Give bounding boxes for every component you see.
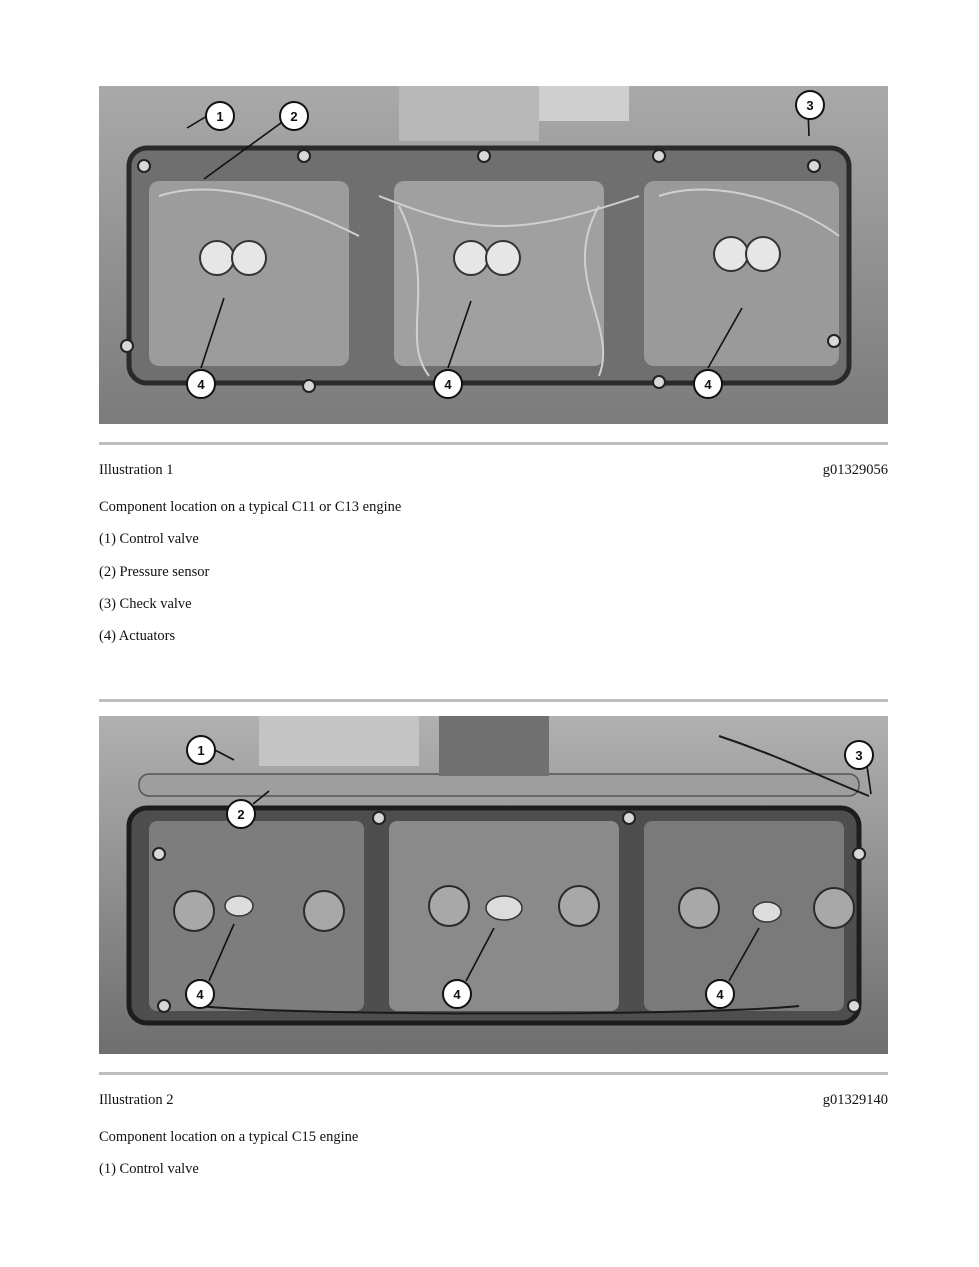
illustration-label: Illustration 1 — [99, 462, 174, 478]
image-id: g01329056 — [822, 462, 888, 478]
image-id: g01329140 — [822, 1092, 888, 1108]
engine-photo-c11-c13 — [99, 86, 888, 424]
callout-3-fig2: 3 — [844, 740, 874, 770]
illustration-label: Illustration 2 — [99, 1092, 174, 1108]
callout-4a-fig1: 4 — [186, 369, 216, 399]
callout-4c-fig2: 4 — [705, 979, 735, 1009]
callout-4b-fig1: 4 — [433, 369, 463, 399]
engine-photo-c15 — [99, 716, 888, 1054]
callout-4b-fig2: 4 — [442, 979, 472, 1009]
callout-1-fig1: 1 — [205, 101, 235, 131]
divider — [99, 442, 888, 445]
callout-3-fig1: 3 — [795, 90, 825, 120]
callout-4c-fig1: 4 — [693, 369, 723, 399]
callout-2-fig2: 2 — [226, 799, 256, 829]
callout-2-fig1: 2 — [279, 101, 309, 131]
legend-item: (2) Pressure sensor — [99, 564, 210, 580]
figure-caption: Component location on a typical C15 engine — [99, 1129, 359, 1145]
legend-item: (1) Control valve — [99, 1161, 199, 1177]
legend-item: (1) Control valve — [99, 531, 199, 547]
divider — [99, 699, 888, 702]
legend-item: (4) Actuators — [99, 628, 176, 644]
callout-layer — [99, 86, 888, 424]
callout-layer — [99, 716, 888, 1054]
legend-item: (3) Check valve — [99, 596, 192, 612]
callout-1-fig2: 1 — [186, 735, 216, 765]
divider — [99, 1072, 888, 1075]
figure-caption: Component location on a typical C11 or C13 engine — [99, 499, 402, 515]
callout-4a-fig2: 4 — [185, 979, 215, 1009]
